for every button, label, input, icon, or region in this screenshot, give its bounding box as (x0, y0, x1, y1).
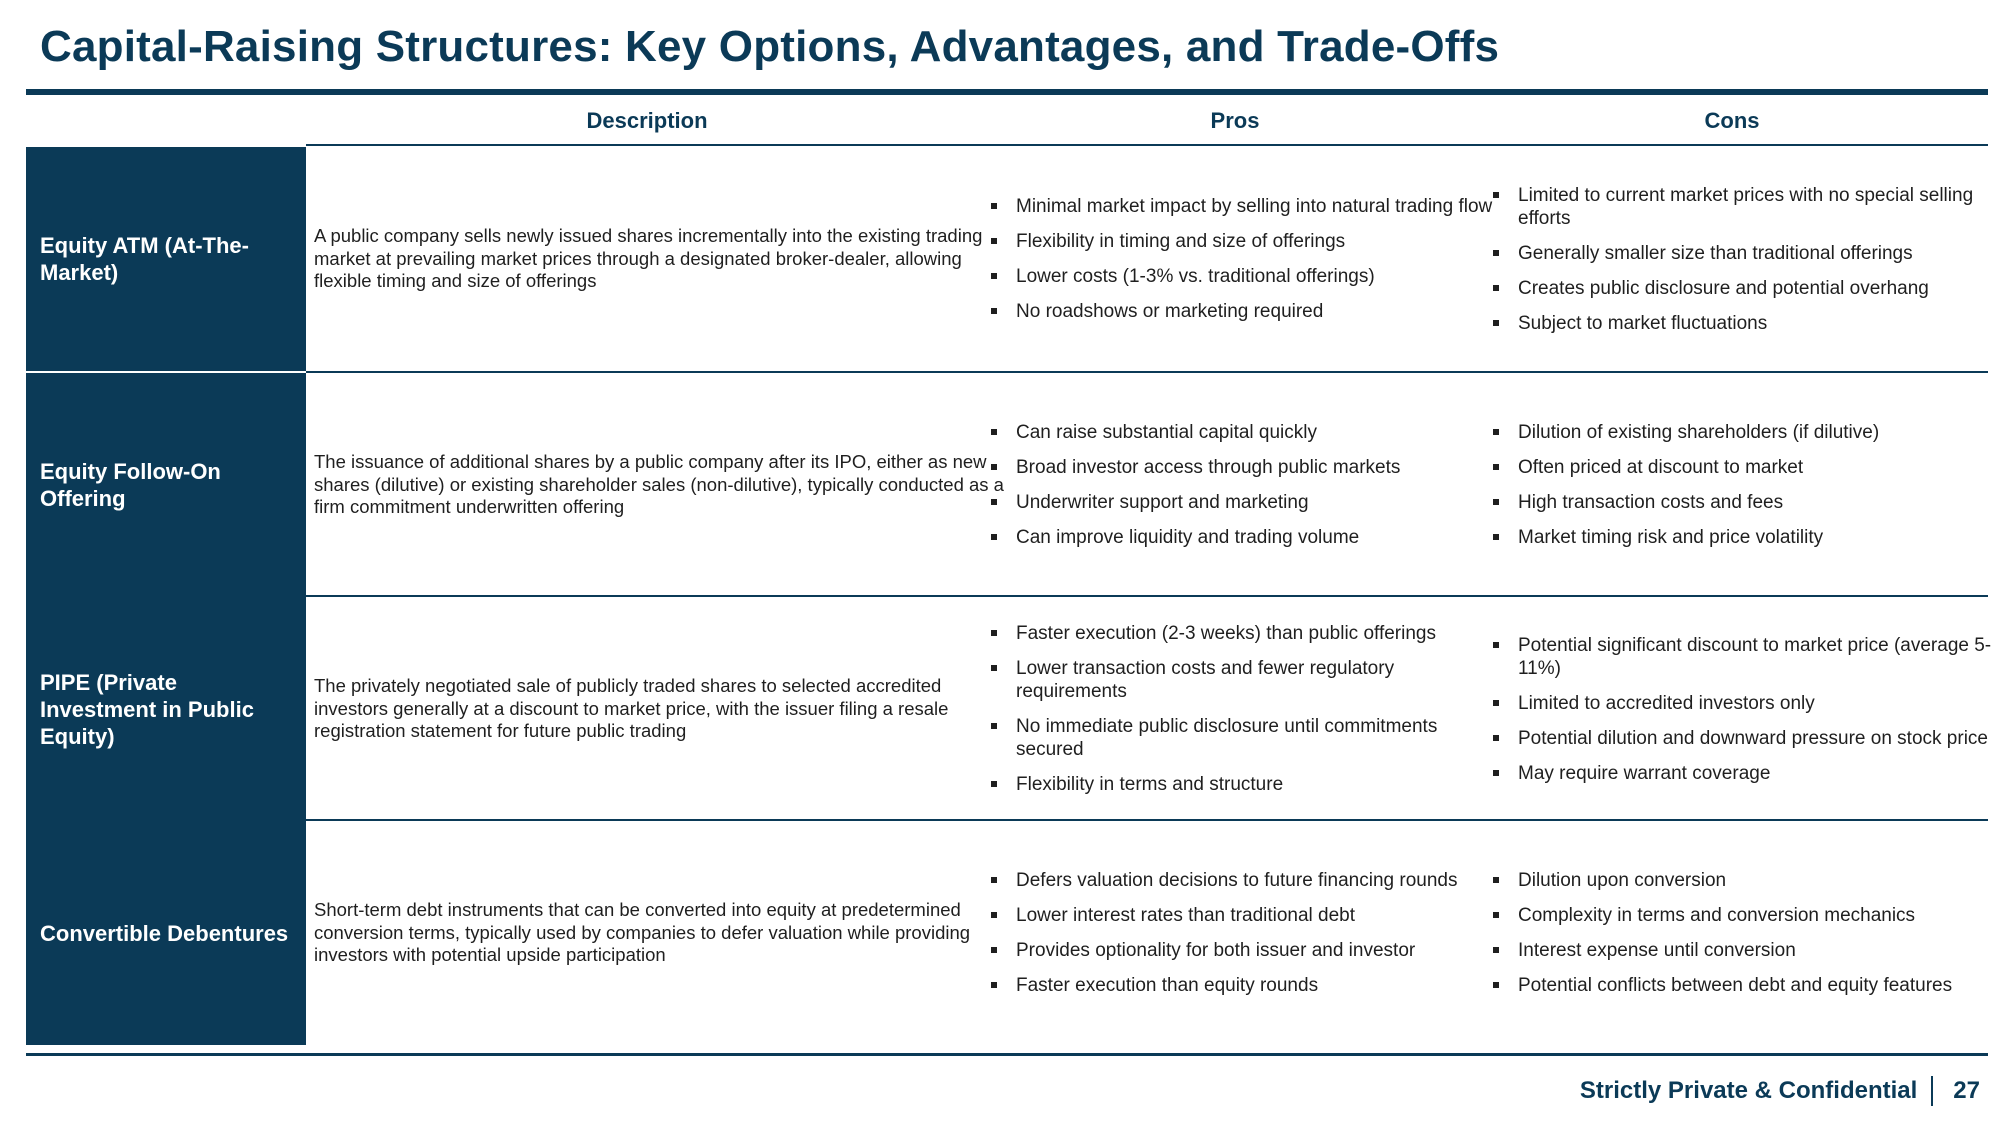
cons-item (1488, 184, 1998, 230)
square-bullet-icon (991, 912, 997, 918)
row-description (314, 821, 1004, 1045)
square-bullet-icon (991, 947, 997, 953)
pros-item-text: Minimal market impact by selling into natural trading flow (1016, 196, 1493, 217)
cons-item-text: Limited to accredited investors only (1518, 692, 1815, 714)
pros-item (986, 939, 1506, 962)
pros-item (986, 491, 1506, 514)
pros-item (986, 456, 1506, 479)
square-bullet-icon (991, 238, 997, 244)
cons-item (1488, 421, 1998, 444)
row-description-text: The privately negotiated sale of publicly traded shares to selected accredited investors generally at a discount to market price, with the issuer filing a resale registration statement for future public trading (314, 675, 949, 742)
pros-item-text: Lower interest rates than traditional debt (1016, 905, 1356, 926)
cons-list (1488, 147, 1998, 371)
page-title: Capital-Raising Structures: Key Options, Advantages, and Trade-Offs (40, 22, 1500, 71)
pros-item (986, 715, 1506, 761)
row-description (314, 597, 1004, 821)
pros-item (986, 773, 1506, 796)
square-bullet-icon (1493, 499, 1499, 505)
row-label-text: Equity Follow-On Offering (40, 459, 221, 511)
pros-item (986, 421, 1506, 444)
square-bullet-icon (991, 203, 997, 209)
square-bullet-icon (991, 665, 997, 671)
cons-item (1488, 526, 1998, 549)
square-bullet-icon (991, 982, 997, 988)
row-label (26, 821, 306, 1045)
square-bullet-icon (991, 534, 997, 540)
square-bullet-icon (1493, 192, 1499, 198)
cons-item (1488, 277, 1998, 300)
pros-list (986, 373, 1506, 597)
cons-item (1488, 762, 1998, 785)
cons-item-text: High transaction costs and fees (1518, 492, 1784, 513)
pros-list (986, 821, 1506, 1045)
cons-item (1488, 242, 1998, 265)
header-divider (306, 144, 1988, 146)
row-label-text: Convertible Debentures (40, 920, 289, 946)
cons-item-text: Generally smaller size than traditional offerings (1518, 242, 1913, 264)
row-label-text: PIPE (Private Investment in Public Equity) (40, 669, 254, 749)
pros-item-text: Can improve liquidity and trading volume (1016, 527, 1360, 548)
confidentiality-notice: Strictly Private & Confidential (1579, 1077, 1918, 1104)
cons-item-text: Potential dilution and downward pressure on stock price (1518, 727, 1988, 749)
row-description-text: A public company sells newly issued shares incrementally into the existing trading market at prevailing market prices through a designated broker-dealer, allowing flexible timing and size of offerings (314, 225, 983, 292)
page-number: 27 (1953, 1077, 1980, 1104)
pros-item-text: Provides optionality for both issuer and investor (1016, 940, 1416, 961)
cons-item-text: Limited to current market prices with no special selling efforts (1518, 184, 1974, 229)
cons-item (1488, 869, 1998, 892)
table-row (26, 147, 1988, 371)
square-bullet-icon (1493, 735, 1499, 741)
pros-item-text: Underwriter support and marketing (1016, 492, 1309, 513)
cons-item (1488, 939, 1998, 962)
pros-item-text: Can raise substantial capital quickly (1016, 422, 1317, 443)
cons-item (1488, 727, 1998, 750)
square-bullet-icon (1493, 700, 1499, 706)
cons-item (1488, 974, 1998, 997)
square-bullet-icon (991, 723, 997, 729)
square-bullet-icon (1493, 534, 1499, 540)
pros-item (986, 230, 1506, 253)
pros-item (986, 657, 1506, 703)
square-bullet-icon (991, 630, 997, 636)
cons-item-text: Interest expense until conversion (1518, 940, 1796, 961)
pros-item-text: Flexibility in terms and structure (1016, 774, 1284, 795)
square-bullet-icon (1493, 320, 1499, 326)
row-description-text: Short-term debt instruments that can be converted into equity at predetermined conversion terms, typically used by companies to defer valuation while providing investors with potential upside participation (314, 899, 971, 966)
table-row (26, 821, 1988, 1045)
pros-item (986, 869, 1506, 892)
square-bullet-icon (1493, 464, 1499, 470)
pros-item-text: Flexibility in timing and size of offerings (1016, 231, 1346, 252)
cons-item-text: Complexity in terms and conversion mechanics (1518, 905, 1916, 926)
square-bullet-icon (991, 877, 997, 883)
square-bullet-icon (1493, 285, 1499, 291)
pros-item-text: Faster execution (2-3 weeks) than public offerings (1016, 623, 1436, 644)
cons-item-text: Potential significant discount to market price (average 5-11%) (1518, 634, 1992, 679)
column-header-description: Description (586, 108, 708, 133)
square-bullet-icon (1493, 912, 1499, 918)
cons-item-text: Market timing risk and price volatility (1518, 527, 1824, 548)
square-bullet-icon (991, 499, 997, 505)
square-bullet-icon (991, 273, 997, 279)
pros-item (986, 195, 1506, 218)
square-bullet-icon (991, 781, 997, 787)
cons-item-text: Creates public disclosure and potential overhang (1518, 277, 1929, 299)
square-bullet-icon (1493, 982, 1499, 988)
cons-item-text: Often priced at discount to market (1518, 457, 1804, 478)
cons-item (1488, 312, 1998, 335)
table-row (26, 373, 1988, 597)
square-bullet-icon (991, 429, 997, 435)
table-row (26, 597, 1992, 821)
column-header-pros: Pros (1210, 108, 1260, 133)
pros-item-text: No immediate public disclosure until commitments secured (1016, 716, 1438, 760)
pros-item (986, 300, 1506, 323)
pros-list (986, 597, 1506, 821)
cons-item (1488, 634, 1998, 680)
cons-item (1488, 904, 1998, 927)
cons-list (1488, 821, 1998, 1045)
pros-item-text: No roadshows or marketing required (1016, 301, 1324, 322)
cons-item (1488, 491, 1998, 514)
pros-item-text: Lower transaction costs and fewer regulatory requirements (1016, 658, 1395, 702)
square-bullet-icon (1493, 770, 1499, 776)
row-label-text: Equity ATM (At-The-Market) (40, 233, 249, 285)
cons-item-text: Dilution upon conversion (1518, 870, 1727, 891)
square-bullet-icon (991, 464, 997, 470)
cons-item (1488, 456, 1998, 479)
row-label (26, 597, 306, 821)
cons-list (1488, 597, 1998, 821)
pros-item (986, 526, 1506, 549)
cons-item-text: Potential conflicts between debt and equity features (1518, 975, 1953, 996)
square-bullet-icon (1493, 947, 1499, 953)
pros-list (986, 147, 1506, 371)
square-bullet-icon (1493, 429, 1499, 435)
footer (1580, 1074, 1980, 1108)
cons-item-text: May require warrant coverage (1518, 762, 1771, 784)
cons-item (1488, 692, 1998, 715)
row-description (314, 147, 1004, 371)
column-header-cons: Cons (1704, 108, 1760, 133)
pros-item-text: Broad investor access through public markets (1016, 457, 1401, 478)
pros-item-text: Lower costs (1-3% vs. traditional offerings) (1016, 266, 1375, 287)
square-bullet-icon (1493, 877, 1499, 883)
pros-item (986, 904, 1506, 927)
pros-item (986, 622, 1506, 645)
table-bottom-divider (26, 1053, 1988, 1056)
title-divider (26, 89, 1988, 95)
row-label (26, 147, 306, 371)
pros-item-text: Faster execution than equity rounds (1016, 975, 1319, 996)
cons-item-text: Dilution of existing shareholders (if dilutive) (1518, 422, 1880, 443)
row-description (314, 373, 1004, 597)
row-label (26, 373, 306, 597)
footer-separator (1931, 1076, 1933, 1106)
square-bullet-icon (1493, 250, 1499, 256)
square-bullet-icon (1493, 642, 1499, 648)
pros-item-text: Defers valuation decisions to future financing rounds (1016, 870, 1458, 891)
cons-list (1488, 373, 1998, 597)
pros-item (986, 265, 1506, 288)
pros-item (986, 974, 1506, 997)
square-bullet-icon (991, 308, 997, 314)
cons-item-text: Subject to market fluctuations (1518, 312, 1768, 334)
row-description-text: The issuance of additional shares by a public company after its IPO, either as new shares (dilutive) or existing shareholder sales (non-dilutive), typically conducted as a firm commitment underwritten offering (314, 451, 1004, 518)
